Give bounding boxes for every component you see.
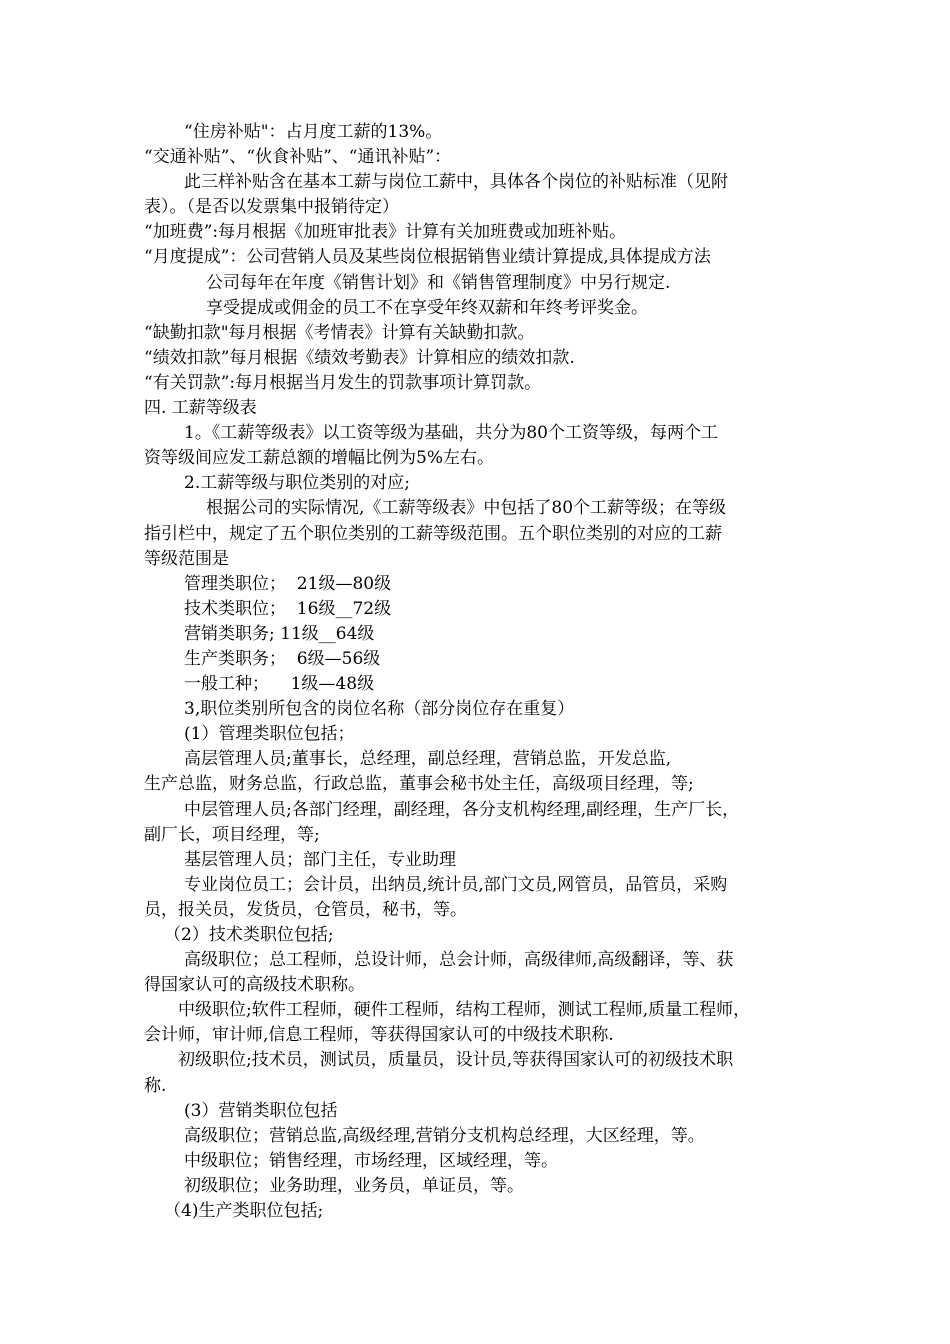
text-line: （4)生产类职位包括; <box>164 1201 324 1222</box>
section-heading: 四. 工薪等级表 <box>144 398 257 419</box>
text-line: 员，报关员，发货员，仓管员，秘书，等。 <box>144 899 467 920</box>
text-line: 基层管理人员；部门主任，专业助理 <box>184 849 456 870</box>
document-body <box>144 120 816 1224</box>
text-line: 营销类职务; 11级__64级 <box>184 623 375 644</box>
text-line: “绩效扣款”每月根据《绩效考勤表》计算相应的绩效扣款. <box>144 347 575 368</box>
text-line: 会计师，审计师,信息工程师，等获得国家认可的中级技术职称. <box>144 1025 614 1046</box>
text-line: 1。《工薪等级表》以工资等级为基础，共分为80个工资等级，每两个工 <box>184 423 718 444</box>
text-line: “缺勤扣款"每月根据《考情表》计算有关缺勤扣款。 <box>144 322 535 343</box>
text-line: 3,职位类别所包含的岗位名称（部分岗位存在重复） <box>184 699 575 720</box>
text-line: 享受提成或佣金的员工不在享受年终双薪和年终考评奖金。 <box>206 297 648 318</box>
text-line: “交通补贴”、“伙食补贴”、“通讯补贴”： <box>144 147 452 168</box>
text-line: 2.工薪等级与职位类别的对应; <box>184 473 410 494</box>
text-line: 指引栏中，规定了五个职位类别的工薪等级范围。五个职位类别的对应的工薪 <box>144 523 722 544</box>
text-line: 等级范围是 <box>144 548 229 569</box>
text-line: 中级职位；销售经理，市场经理，区域经理，等。 <box>184 1150 558 1171</box>
text-line: 高级职位；总工程师，总设计师，总会计师，高级律师,高级翻译，等、获 <box>184 950 734 971</box>
text-line: 专业岗位员工；会计员，出纳员,统计员,部门文员,网管员，品管员，采购 <box>184 874 728 895</box>
text-line: 技术类职位； 16级__72级 <box>184 598 392 619</box>
text-line: “月度提成”：公司营销人员及某些岗位根据销售业绩计算提成,具体提成方法 <box>144 247 711 268</box>
text-line: 中级职位;软件工程师，硬件工程师，结构工程师，测试工程师,质量工程师， <box>178 1000 751 1021</box>
text-line: 中层管理人员;各部门经理，副经理，各分支机构经理,副经理，生产厂长， <box>184 799 740 820</box>
text-line: 得国家认可的高级技术职称。 <box>144 975 365 996</box>
text-line: 根据公司的实际情况,《工薪等级表》中包括了80个工薪等级；在等级 <box>206 498 727 519</box>
text-line: 高层管理人员;董事长，总经理，副总经理，营销总监，开发总监, <box>184 749 672 770</box>
text-line: (1）管理类职位包括； <box>184 724 355 745</box>
text-line: 初级职位;技术员，测试员，质量员，设计员,等获得国家认可的初级技术职 <box>178 1050 734 1071</box>
text-line: 管理类职位； 21级—80级 <box>184 573 392 594</box>
text-line: 此三样补贴含在基本工薪与岗位工薪中，具体各个岗位的补贴标准（见附 <box>184 172 728 193</box>
text-line: 表）。（是否以发票集中报销待定） <box>144 197 399 218</box>
text-line: （2）技术类职位包括; <box>164 925 334 945</box>
text-line: 称. <box>144 1075 167 1096</box>
text-line: 公司每年在年度《销售计划》和《销售管理制度》中另行规定. <box>206 272 671 293</box>
text-line: 高级职位；营销总监,高级经理,营销分支机构总经理，大区经理，等。 <box>184 1125 705 1146</box>
text-line: 初级职位；业务助理，业务员，单证员，等。 <box>184 1175 524 1196</box>
text-line: 生产总监，财务总监，行政总监，董事会秘书处主任，高级项目经理，等; <box>144 774 694 795</box>
text-line: 副厂长，项目经理，等; <box>144 824 320 845</box>
text-line: 一般工种； 1级—48级 <box>184 674 375 695</box>
text-line: “有关罚款”:每月根据当月发生的罚款事项计算罚款。 <box>144 372 542 393</box>
text-line: 生产类职务； 6级—56级 <box>184 648 381 669</box>
text-line: “住房补贴"：占月度工薪的13%。 <box>184 122 443 142</box>
text-line: “加班费”:每月根据《加班审批表》计算有关加班费或加班补贴。 <box>144 222 627 243</box>
text-line: 资等级间应发工薪总额的增幅比例为5%左右。 <box>144 448 494 469</box>
text-line: (3）营销类职位包括 <box>184 1100 338 1121</box>
